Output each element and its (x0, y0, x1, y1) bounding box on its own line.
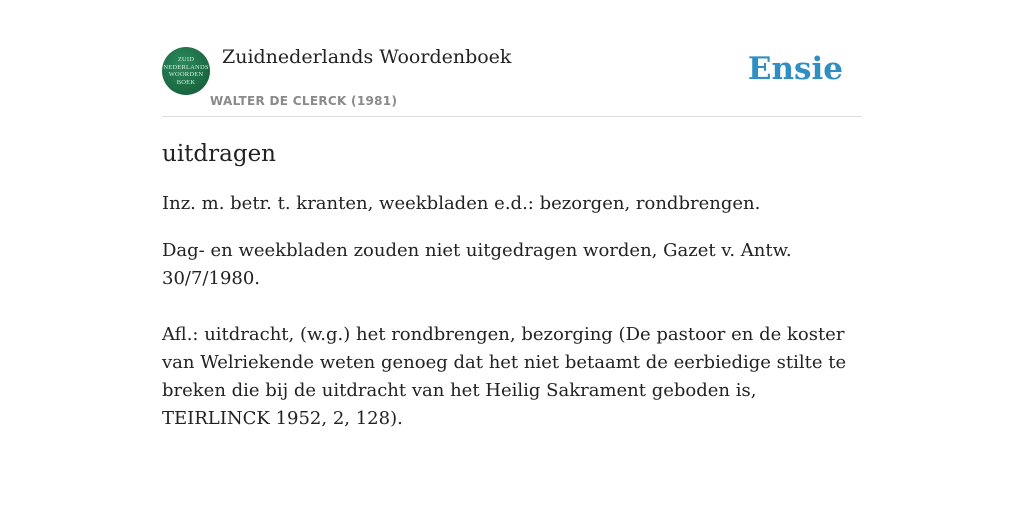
logo-line-1: ZUID (177, 56, 195, 63)
dictionary-header (162, 46, 862, 117)
logo-line-2: NEDERLANDS (163, 63, 209, 71)
ensie-brand-link[interactable]: Ensie (747, 51, 843, 87)
logo-line-4: BOEK (176, 78, 196, 86)
entry-headword: uitdragen (162, 141, 276, 167)
dictionary-logo[interactable] (162, 47, 210, 95)
dictionary-author: WALTER DE CLERCK (1981) (210, 94, 398, 108)
dictionary-title-link[interactable]: Zuidnederlands Woordenboek (222, 46, 512, 68)
entry-example: Dag- en weekbladen zouden niet uitgedragen worden, Gazet v. Antw. 30/7/1980. (162, 240, 792, 289)
entry-derivation: Afl.: uitdracht, (w.g.) het rondbrengen, bezorging (De pastoor en de koster van Welriekende weten genoeg dat het niet betaamt de eerbiedige stilte te breken die bij de uitdracht van het Heilig Sakrament geboden is, TEIRLINCK 1952, 2, 128). (162, 324, 847, 429)
logo-line-3: WOORDEN (168, 71, 204, 78)
entry-content (162, 136, 862, 433)
entry-definition: Inz. m. betr. t. kranten, weekbladen e.d.: bezorgen, rondbrengen. (162, 193, 761, 214)
